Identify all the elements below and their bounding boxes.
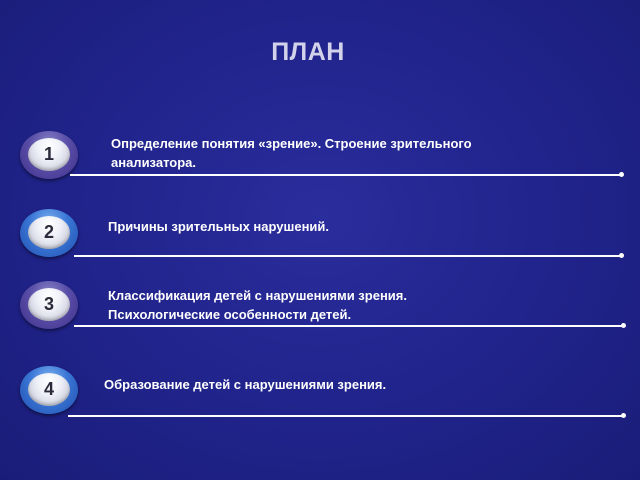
item-underline	[68, 415, 624, 417]
item-text-line: Образование детей с нарушениями зрения.	[104, 377, 387, 392]
item-text-line: Определение понятия «зрение». Строение зрительного	[111, 136, 472, 151]
item-text-line: анализатора.	[111, 155, 197, 170]
underline-end-dot	[621, 413, 626, 418]
item-text-line: Классификация детей с нарушениями зрения.	[108, 288, 407, 303]
item-underline	[70, 174, 622, 176]
number-badge	[20, 281, 78, 329]
number-badge	[20, 366, 78, 414]
item-text	[108, 286, 407, 324]
underline-end-dot	[621, 323, 626, 328]
number-badge-face	[28, 216, 70, 249]
number-badge	[20, 131, 78, 179]
item-text	[108, 217, 329, 236]
item-number: 4	[43, 379, 54, 399]
number-badge-face	[28, 288, 70, 321]
item-text-line: Психологические особенности детей.	[108, 307, 352, 322]
item-text	[104, 375, 386, 394]
item-number: 1	[43, 144, 54, 164]
number-badge	[20, 209, 78, 257]
underline-end-dot	[619, 253, 624, 258]
item-number: 3	[43, 294, 54, 314]
item-underline	[74, 325, 624, 327]
number-badge-face	[28, 138, 70, 171]
number-badge-face	[28, 373, 70, 406]
item-text	[111, 134, 472, 172]
slide-title: ПЛАН	[271, 38, 345, 66]
item-number: 2	[43, 222, 54, 242]
item-underline	[74, 255, 622, 257]
item-text-line: Причины зрительных нарушений.	[108, 219, 330, 234]
underline-end-dot	[619, 172, 624, 177]
